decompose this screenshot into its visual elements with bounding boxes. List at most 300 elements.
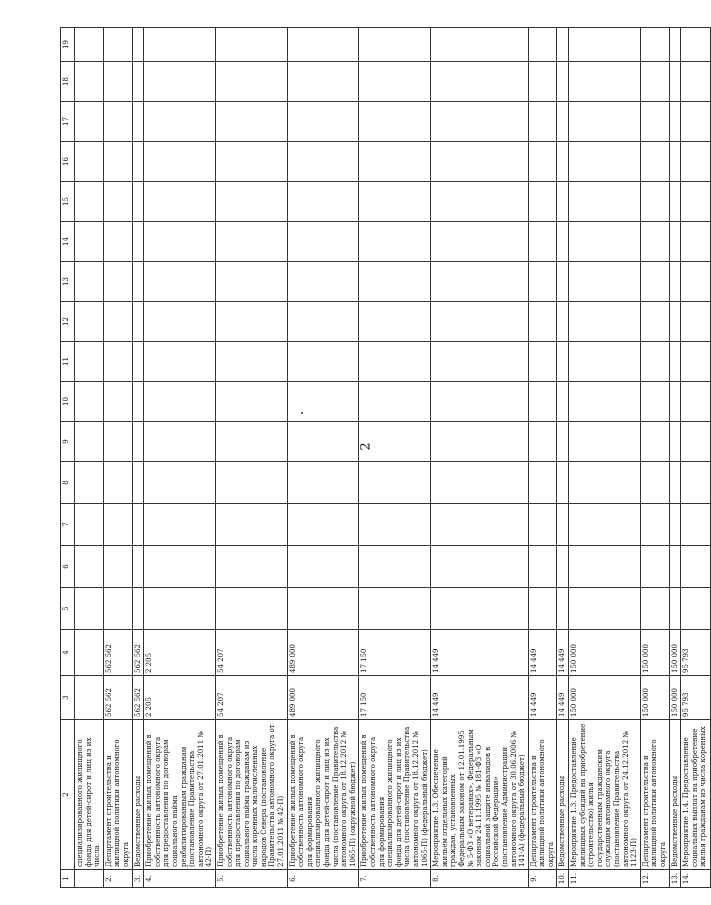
empty-cell <box>528 382 557 422</box>
empty-cell <box>132 62 144 102</box>
value-cell: 562 562 <box>132 630 144 676</box>
empty-cell <box>569 102 641 142</box>
empty-cell <box>528 588 557 630</box>
empty-cell <box>669 504 681 546</box>
row-number-cell: 8. <box>431 870 529 888</box>
empty-cell <box>640 102 669 142</box>
row-name-cell: Приобретение жилых помещений в собственность автономного округа для формирования специализированного жилищного фонда для детей-сирот и лиц из их числа (постановление Правительства автономного округа от 18.12.2012 № 1065-П) (окружной бюджет) <box>287 720 359 870</box>
row-number-cell: 6. <box>287 870 359 888</box>
empty-cell <box>569 504 641 546</box>
empty-cell <box>75 222 104 262</box>
empty-cell <box>144 28 216 62</box>
empty-cell <box>144 504 216 546</box>
total-value-cell: 95 793 <box>681 676 711 720</box>
empty-cell <box>359 222 431 262</box>
empty-cell <box>132 462 144 504</box>
empty-cell <box>681 422 711 462</box>
empty-cell <box>528 222 557 262</box>
row-name-cell: Приобретение жилых помещений в собственность автономного округа для формирования специализированного жилищного фонда для детей-сирот и лиц из их числа (постановление Правительства автономного округа от 18.12.2012 № 1065-П) (федеральный бюджет) <box>359 720 431 870</box>
empty-cell <box>681 504 711 546</box>
empty-cell <box>431 588 529 630</box>
total-value-cell: 14 449 <box>528 676 557 720</box>
empty-cell <box>287 382 359 422</box>
empty-cell <box>132 222 144 262</box>
empty-cell <box>431 262 529 302</box>
empty-cell <box>669 142 681 182</box>
empty-cell <box>103 102 132 142</box>
empty-cell <box>640 504 669 546</box>
total-value-cell: 150 000 <box>669 676 681 720</box>
empty-cell <box>215 102 287 142</box>
empty-cell <box>569 302 641 342</box>
empty-cell <box>215 422 287 462</box>
empty-cell <box>669 342 681 382</box>
row-number-cell: 10. <box>557 870 569 888</box>
empty-cell <box>103 382 132 422</box>
empty-cell <box>681 28 711 62</box>
empty-cell <box>75 262 104 302</box>
empty-cell <box>569 28 641 62</box>
row-name-cell: Мероприятие 1.3. Предоставление жилищных субсидий на приобретение (строительство) жилья государственным гражданским служащим автономного округа (постановление Правительства автономного округа от 24.12.2012 № 1123-П) <box>569 720 641 870</box>
empty-cell <box>75 142 104 182</box>
table-row <box>215 28 287 888</box>
empty-cell <box>681 546 711 588</box>
empty-cell <box>669 222 681 262</box>
empty-cell <box>640 546 669 588</box>
empty-cell <box>669 382 681 422</box>
empty-cell <box>75 182 104 222</box>
empty-cell <box>287 588 359 630</box>
empty-cell <box>144 222 216 262</box>
row-number-cell: 5. <box>215 870 287 888</box>
empty-cell <box>569 588 641 630</box>
empty-cell <box>359 504 431 546</box>
empty-cell <box>681 342 711 382</box>
empty-cell <box>431 28 529 62</box>
empty-cell <box>215 546 287 588</box>
empty-cell <box>287 504 359 546</box>
empty-cell <box>528 422 557 462</box>
value-cell: 489 000 <box>287 630 359 676</box>
empty-cell <box>681 588 711 630</box>
empty-cell <box>359 462 431 504</box>
row-name-cell: Приобретение жилых помещений в собственность автономного округа для предоставления по договорам социального найма гражданам из числа коренных малочисленных народов Севера (постановление Правительства автономного округа от 27.01.2011 № 42-П) <box>215 720 287 870</box>
empty-cell <box>640 302 669 342</box>
empty-cell <box>215 342 287 382</box>
table-row <box>144 28 216 888</box>
row-number-cell: 11. <box>569 870 641 888</box>
empty-cell <box>669 182 681 222</box>
total-value-cell: 54 207 <box>215 676 287 720</box>
empty-cell <box>431 302 529 342</box>
total-value-cell: 562 562 <box>103 676 132 720</box>
empty-cell <box>132 546 144 588</box>
empty-cell <box>287 182 359 222</box>
empty-cell <box>557 462 569 504</box>
empty-cell <box>569 142 641 182</box>
empty-cell <box>103 546 132 588</box>
empty-cell <box>669 422 681 462</box>
empty-cell <box>681 102 711 142</box>
empty-cell <box>431 182 529 222</box>
empty-cell <box>103 262 132 302</box>
empty-cell <box>359 182 431 222</box>
empty-cell <box>75 102 104 142</box>
empty-cell <box>557 422 569 462</box>
empty-cell <box>681 142 711 182</box>
value-cell <box>75 630 104 676</box>
row-name-cell: Департамент строительства и жилищной политики автономного округа <box>640 720 669 870</box>
header-cell: 4 <box>61 630 75 676</box>
empty-cell <box>103 342 132 382</box>
header-cell: 19 <box>61 28 75 62</box>
table-row <box>528 28 557 888</box>
empty-cell <box>75 28 104 62</box>
empty-cell <box>669 302 681 342</box>
table-row <box>75 28 104 888</box>
table-row <box>132 28 144 888</box>
empty-cell <box>431 142 529 182</box>
empty-cell <box>681 462 711 504</box>
empty-cell <box>557 142 569 182</box>
table-row <box>103 28 132 888</box>
value-cell: 14 449 <box>528 630 557 676</box>
empty-cell <box>144 546 216 588</box>
empty-cell <box>681 222 711 262</box>
empty-cell <box>569 182 641 222</box>
total-value-cell: 17 150 <box>359 676 431 720</box>
row-number-cell: 12. <box>640 870 669 888</box>
empty-cell <box>557 62 569 102</box>
empty-cell <box>103 142 132 182</box>
empty-cell <box>569 462 641 504</box>
total-value-cell: 150 000 <box>569 676 641 720</box>
empty-cell <box>287 422 359 462</box>
empty-cell <box>215 142 287 182</box>
empty-cell <box>359 28 431 62</box>
empty-cell <box>215 382 287 422</box>
row-number-cell <box>75 870 104 888</box>
empty-cell <box>103 504 132 546</box>
total-value-cell: 562 562 <box>132 676 144 720</box>
value-cell: 2 205 <box>144 630 216 676</box>
empty-cell <box>557 504 569 546</box>
empty-cell <box>528 182 557 222</box>
empty-cell <box>569 222 641 262</box>
header-cell: 13 <box>61 262 75 302</box>
empty-cell <box>103 62 132 102</box>
empty-cell <box>359 142 431 182</box>
empty-cell <box>431 382 529 422</box>
empty-cell <box>144 588 216 630</box>
empty-cell <box>528 102 557 142</box>
empty-cell <box>132 342 144 382</box>
empty-cell <box>215 222 287 262</box>
empty-cell <box>287 462 359 504</box>
table-row <box>669 28 681 888</box>
empty-cell <box>144 302 216 342</box>
empty-cell <box>359 262 431 302</box>
header-cell: 5 <box>61 588 75 630</box>
header-cell: 7 <box>61 504 75 546</box>
value-cell: 150 000 <box>669 630 681 676</box>
empty-cell <box>528 504 557 546</box>
empty-cell <box>215 62 287 102</box>
empty-cell <box>640 422 669 462</box>
empty-cell <box>569 262 641 302</box>
empty-cell <box>669 102 681 142</box>
value-cell: 14 449 <box>557 630 569 676</box>
empty-cell <box>431 546 529 588</box>
empty-cell <box>132 302 144 342</box>
table-row <box>431 28 529 888</box>
header-cell: 15 <box>61 182 75 222</box>
empty-cell <box>144 342 216 382</box>
empty-cell <box>287 28 359 62</box>
empty-cell <box>359 588 431 630</box>
row-name-cell: Мероприятие 1.3. Обеспечение жильем отдельных категорий граждан, установленных Федеральным законом от 12.01.1995 № 5-ФЗ «О ветеранах», Федеральным законом 24.11.1995 № 181-ФЗ «О социальной защите инвалидов в Российской Федерации» (постановление Администрации автономного округа от 30.06.2006 № 141-А) (федеральный бюджет) <box>431 720 529 870</box>
table-row <box>640 28 669 888</box>
empty-cell <box>359 382 431 422</box>
empty-cell <box>132 102 144 142</box>
empty-cell <box>528 262 557 302</box>
empty-cell <box>287 546 359 588</box>
empty-cell <box>215 504 287 546</box>
header-cell: 18 <box>61 62 75 102</box>
empty-cell <box>681 182 711 222</box>
header-cell: 3 <box>61 676 75 720</box>
empty-cell <box>144 182 216 222</box>
empty-cell <box>431 504 529 546</box>
empty-cell <box>557 102 569 142</box>
empty-cell <box>75 462 104 504</box>
empty-cell <box>103 462 132 504</box>
empty-cell <box>359 546 431 588</box>
empty-cell <box>75 422 104 462</box>
empty-cell <box>528 462 557 504</box>
empty-cell <box>669 262 681 302</box>
row-number-cell: 3. <box>132 870 144 888</box>
empty-cell <box>132 422 144 462</box>
empty-cell <box>144 462 216 504</box>
empty-cell <box>528 28 557 62</box>
empty-cell <box>431 462 529 504</box>
empty-cell <box>528 546 557 588</box>
empty-cell <box>103 182 132 222</box>
empty-cell <box>528 342 557 382</box>
empty-cell <box>669 62 681 102</box>
empty-cell <box>287 142 359 182</box>
empty-cell <box>75 504 104 546</box>
empty-cell <box>681 62 711 102</box>
table-row <box>569 28 641 888</box>
empty-cell <box>359 62 431 102</box>
row-name-cell: Мероприятие 1.4. Предоставление социальных выплат на приобретение жилья гражданам из числа коренных <box>681 720 711 870</box>
empty-cell <box>640 28 669 62</box>
empty-cell <box>287 102 359 142</box>
empty-cell <box>215 588 287 630</box>
empty-cell <box>431 422 529 462</box>
empty-cell <box>640 462 669 504</box>
empty-cell <box>144 262 216 302</box>
empty-cell <box>640 588 669 630</box>
empty-cell <box>144 422 216 462</box>
empty-cell <box>557 28 569 62</box>
row-number-cell: 13. <box>669 870 681 888</box>
empty-cell <box>132 588 144 630</box>
empty-cell <box>681 302 711 342</box>
empty-cell <box>528 142 557 182</box>
empty-cell <box>287 262 359 302</box>
table-row <box>681 28 711 888</box>
row-number-cell: 14. <box>681 870 711 888</box>
empty-cell <box>215 302 287 342</box>
empty-cell <box>640 342 669 382</box>
empty-cell <box>144 62 216 102</box>
header-cell: 11 <box>61 342 75 382</box>
empty-cell <box>359 302 431 342</box>
empty-cell <box>359 342 431 382</box>
empty-cell <box>557 262 569 302</box>
empty-cell <box>287 222 359 262</box>
empty-cell <box>144 142 216 182</box>
row-number-cell: 9. <box>528 870 557 888</box>
total-value-cell <box>75 676 104 720</box>
empty-cell <box>528 62 557 102</box>
empty-cell <box>215 182 287 222</box>
empty-cell <box>144 382 216 422</box>
total-value-cell: 14 449 <box>557 676 569 720</box>
header-cell: 17 <box>61 102 75 142</box>
row-name-cell: Ведомственные расходы <box>132 720 144 870</box>
table-row <box>359 28 431 888</box>
header-cell: 2 <box>61 720 75 870</box>
row-number-cell: 2. <box>103 870 132 888</box>
total-value-cell: 150 000 <box>640 676 669 720</box>
header-cell: 1 <box>61 870 75 888</box>
empty-cell <box>215 462 287 504</box>
empty-cell <box>431 222 529 262</box>
row-name-cell: Департамент строительства и жилищной политики автономного округа <box>528 720 557 870</box>
header-row <box>61 28 75 888</box>
empty-cell <box>569 342 641 382</box>
header-cell: 10 <box>61 382 75 422</box>
empty-cell <box>557 222 569 262</box>
empty-cell <box>681 262 711 302</box>
row-name-cell: Приобретение жилых помещений в собственность автономного округа для предоставления по договорам социального найма реабилитированным гражданам (постановление Правительства автономного округа от 27.01.2011 № 42-П) <box>144 720 216 870</box>
empty-cell <box>215 262 287 302</box>
empty-cell <box>103 28 132 62</box>
header-cell: 8 <box>61 462 75 504</box>
page-number: 2 <box>358 442 374 451</box>
empty-cell <box>640 182 669 222</box>
empty-cell <box>640 62 669 102</box>
empty-cell <box>132 182 144 222</box>
empty-cell <box>557 182 569 222</box>
empty-cell <box>215 28 287 62</box>
row-name-cell: Департамент строительства и жилищной политики автономного округа <box>103 720 132 870</box>
empty-cell <box>132 142 144 182</box>
empty-cell <box>287 302 359 342</box>
header-cell: 9 <box>61 422 75 462</box>
empty-cell <box>640 142 669 182</box>
value-cell: 54 207 <box>215 630 287 676</box>
empty-cell <box>103 422 132 462</box>
empty-cell <box>557 382 569 422</box>
value-cell: 17 150 <box>359 630 431 676</box>
empty-cell <box>75 588 104 630</box>
empty-cell <box>557 302 569 342</box>
total-value-cell: 14 449 <box>431 676 529 720</box>
empty-cell <box>75 62 104 102</box>
empty-cell <box>557 588 569 630</box>
empty-cell <box>75 382 104 422</box>
empty-cell <box>640 262 669 302</box>
row-name-cell: специализированного жилищного фонда для детей-сирот и лиц из их числа <box>75 720 104 870</box>
header-cell: 14 <box>61 222 75 262</box>
empty-cell <box>144 102 216 142</box>
rotated-table-wrapper <box>60 28 708 888</box>
empty-cell <box>431 62 529 102</box>
empty-cell <box>287 342 359 382</box>
empty-cell <box>569 62 641 102</box>
empty-cell <box>431 102 529 142</box>
empty-cell <box>640 382 669 422</box>
empty-cell <box>669 588 681 630</box>
empty-cell <box>431 342 529 382</box>
header-cell: 6 <box>61 546 75 588</box>
empty-cell <box>569 422 641 462</box>
empty-cell <box>75 302 104 342</box>
empty-cell <box>681 382 711 422</box>
budget-table <box>60 27 711 888</box>
table-row <box>557 28 569 888</box>
empty-cell <box>557 546 569 588</box>
empty-cell <box>287 62 359 102</box>
empty-cell <box>103 222 132 262</box>
empty-cell <box>640 222 669 262</box>
empty-cell <box>103 302 132 342</box>
value-cell: 562 562 <box>103 630 132 676</box>
value-cell: 14 449 <box>431 630 529 676</box>
empty-cell <box>132 262 144 302</box>
row-number-cell: 4. <box>144 870 216 888</box>
value-cell: 95 793 <box>681 630 711 676</box>
header-cell: 12 <box>61 302 75 342</box>
empty-cell <box>132 504 144 546</box>
value-cell: 150 000 <box>640 630 669 676</box>
empty-cell <box>669 28 681 62</box>
empty-cell <box>132 382 144 422</box>
empty-cell <box>75 546 104 588</box>
header-cell: 16 <box>61 142 75 182</box>
empty-cell <box>359 422 431 462</box>
row-name-cell: Ведомственные расходы <box>557 720 569 870</box>
total-value-cell: 489 000 <box>287 676 359 720</box>
empty-cell <box>669 462 681 504</box>
empty-cell <box>132 28 144 62</box>
total-value-cell: 2 205 <box>144 676 216 720</box>
empty-cell <box>557 342 569 382</box>
row-number-cell: 7. <box>359 870 431 888</box>
table-row <box>287 28 359 888</box>
empty-cell <box>359 102 431 142</box>
empty-cell <box>669 546 681 588</box>
row-name-cell: Ведомственные расходы <box>669 720 681 870</box>
empty-cell <box>75 342 104 382</box>
empty-cell <box>103 588 132 630</box>
empty-cell <box>569 382 641 422</box>
